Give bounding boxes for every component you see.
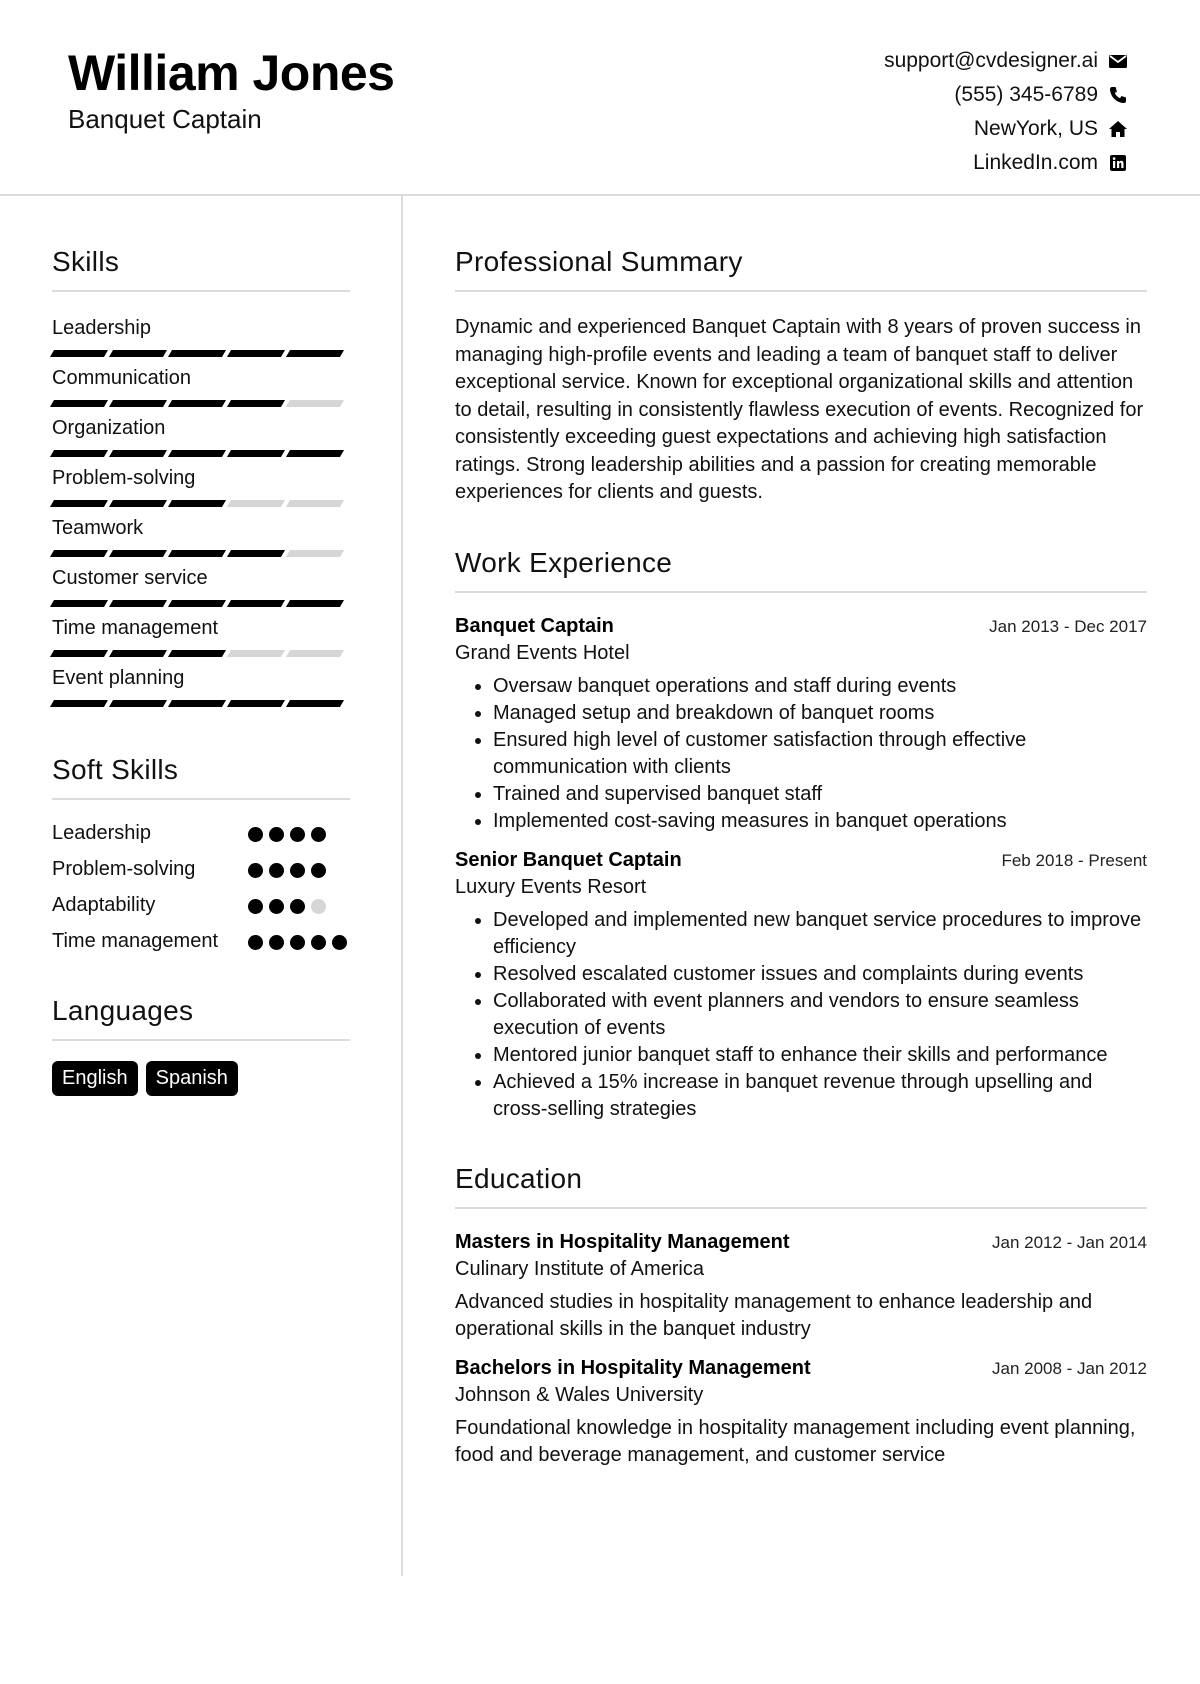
phone-icon — [1108, 85, 1128, 105]
job-header — [455, 615, 1147, 638]
skill-level-bar — [52, 500, 350, 507]
skill-level-segment — [50, 350, 108, 357]
job-bullet: • Developed and implemented new banquet service procedures to improve efficiency — [493, 907, 1147, 961]
education-school: Johnson & Wales University — [455, 1383, 704, 1406]
skill-level-segment — [109, 350, 167, 357]
skill-level-segment — [286, 450, 344, 457]
skill-level-bar — [52, 550, 350, 557]
education-degree: Masters in Hospitality Management — [455, 1230, 790, 1253]
skill-name: Time management — [52, 617, 218, 639]
rating-dot — [311, 935, 326, 950]
education-list — [455, 1231, 1147, 1469]
contact-email-text[interactable]: support@cvdesigner.ai — [884, 49, 1098, 72]
skill-level-segment — [286, 350, 344, 357]
skill-item — [52, 564, 350, 614]
soft-skill-rating — [248, 827, 326, 842]
education-degree: Bachelors in Hospitality Management — [455, 1356, 811, 1379]
summary-text: Dynamic and experienced Banquet Captain with 8 years of proven success in managing high-profile events and leading a team of banquet staff to deliver exceptional service. Known for exceptional organizational skills and attention to detail, resulting in consistently flawless execution of events. Recognized for consistently exceeding guest expectations and achieving high satisfaction ratings. Strong leadership abilities and a passion for creating memorable experiences for clients and guests. — [455, 316, 1144, 503]
contact-location-text: NewYork, US — [973, 117, 1098, 140]
linkedin-icon — [1108, 153, 1128, 173]
skill-level-segment — [168, 600, 226, 607]
rating-dot — [269, 827, 284, 842]
rating-dot — [311, 899, 326, 914]
skills-list — [52, 314, 350, 714]
job-entry — [455, 615, 1147, 835]
job-bullet: • Resolved escalated customer issues and complaints during events — [493, 961, 1147, 988]
education-entry — [455, 1357, 1147, 1469]
job-bullet: • Trained and supervised banquet staff — [493, 781, 1147, 808]
skill-level-segment — [109, 550, 167, 557]
contact-location — [884, 112, 1128, 146]
rating-dot — [248, 935, 263, 950]
skill-level-segment — [109, 650, 167, 657]
skill-level-segment — [50, 400, 108, 407]
skill-item — [52, 314, 350, 364]
skill-name: Communication — [52, 367, 191, 389]
skill-name: Organization — [52, 417, 166, 439]
skills-heading: Skills — [52, 246, 350, 292]
skill-level-segment — [286, 650, 344, 657]
skill-level-bar — [52, 600, 350, 607]
education-header — [455, 1357, 1147, 1380]
left-column — [52, 246, 350, 1096]
job-bullet: • Managed setup and breakdown of banquet rooms — [493, 700, 1147, 727]
contact-phone-text[interactable]: (555) 345-6789 — [954, 83, 1098, 106]
experience-heading: Work Experience — [455, 547, 1147, 593]
job-bullet: • Collaborated with event planners and vendors to ensure seamless execution of events — [493, 988, 1147, 1042]
job-company: Luxury Events Resort — [455, 875, 647, 898]
contact-info — [884, 44, 1128, 180]
soft-skill-item — [52, 892, 350, 919]
skill-level-segment — [286, 400, 344, 407]
skill-level-segment — [50, 700, 108, 707]
skill-level-segment — [50, 550, 108, 557]
skill-name: Leadership — [52, 317, 151, 339]
skill-level-segment — [168, 450, 226, 457]
soft-skill-item — [52, 856, 350, 883]
contact-linkedin-text[interactable]: LinkedIn.com — [973, 151, 1098, 174]
resume-header — [0, 0, 1200, 196]
rating-dot — [269, 899, 284, 914]
rating-dot — [290, 899, 305, 914]
soft-skill-rating — [248, 863, 326, 878]
skill-level-segment — [227, 350, 285, 357]
skill-name: Event planning — [52, 667, 185, 689]
skill-level-segment — [109, 700, 167, 707]
languages-heading: Languages — [52, 995, 350, 1041]
skill-level-segment — [50, 500, 108, 507]
skill-level-bar — [52, 700, 350, 707]
skill-level-segment — [50, 650, 108, 657]
job-title: Banquet Captain — [455, 614, 614, 637]
skill-level-segment — [50, 600, 108, 607]
skill-level-segment — [168, 500, 226, 507]
education-description: Foundational knowledge in hospitality management including event planning, food and beverage management, and customer service — [455, 1416, 1136, 1466]
rating-dot — [311, 827, 326, 842]
right-column — [455, 246, 1147, 1469]
skill-level-segment — [168, 350, 226, 357]
soft-skill-item — [52, 928, 350, 955]
skill-level-segment — [227, 400, 285, 407]
soft-skill-item — [52, 820, 350, 847]
rating-dot — [248, 863, 263, 878]
rating-dot — [311, 863, 326, 878]
experience-list — [455, 615, 1147, 1123]
skill-level-segment — [168, 400, 226, 407]
soft-skill-name: Adaptability — [52, 894, 156, 916]
rating-dot — [269, 863, 284, 878]
candidate-title: Banquet Captain — [68, 104, 262, 134]
skill-level-segment — [286, 500, 344, 507]
home-icon — [1108, 119, 1128, 139]
skill-item — [52, 414, 350, 464]
candidate-name: William Jones — [68, 45, 395, 101]
skill-item — [52, 364, 350, 414]
contact-email[interactable] — [884, 44, 1128, 78]
skill-item — [52, 464, 350, 514]
soft-skills-heading: Soft Skills — [52, 754, 350, 800]
rating-dot — [290, 935, 305, 950]
education-school: Culinary Institute of America — [455, 1257, 704, 1280]
skill-level-segment — [109, 500, 167, 507]
job-dates: Jan 2013 - Dec 2017 — [989, 616, 1147, 636]
skill-item — [52, 664, 350, 714]
job-company: Grand Events Hotel — [455, 641, 630, 664]
job-header — [455, 849, 1147, 872]
contact-phone[interactable] — [884, 78, 1128, 112]
skill-level-segment — [168, 550, 226, 557]
soft-skill-name: Leadership — [52, 822, 151, 844]
job-bullet: • Mentored junior banquet staff to enhance their skills and performance — [493, 1042, 1147, 1069]
job-bullets — [455, 907, 1147, 1123]
skill-level-bar — [52, 650, 350, 657]
summary-heading: Professional Summary — [455, 246, 1147, 292]
job-dates: Feb 2018 - Present — [1001, 850, 1147, 870]
job-bullet: • Oversaw banquet operations and staff during events — [493, 673, 1147, 700]
rating-dot — [248, 827, 263, 842]
skill-name: Customer service — [52, 567, 208, 589]
skill-level-segment — [286, 700, 344, 707]
rating-dot — [290, 827, 305, 842]
skill-level-segment — [109, 450, 167, 457]
skill-level-bar — [52, 400, 350, 407]
skill-level-segment — [227, 700, 285, 707]
job-bullet: • Implemented cost-saving measures in banquet operations — [493, 808, 1147, 835]
education-entry — [455, 1231, 1147, 1343]
education-description: Advanced studies in hospitality management to enhance leadership and operational skills in the banquet industry — [455, 1290, 1093, 1340]
skill-level-segment — [227, 550, 285, 557]
rating-dot — [269, 935, 284, 950]
job-title: Senior Banquet Captain — [455, 848, 682, 871]
education-dates: Jan 2012 - Jan 2014 — [991, 1232, 1147, 1252]
language-tag: English — [52, 1061, 138, 1096]
rating-dot — [332, 935, 347, 950]
job-bullet: • Achieved a 15% increase in banquet revenue through upselling and cross-selling strategies — [493, 1069, 1147, 1123]
skill-level-segment — [109, 600, 167, 607]
skill-name: Problem-solving — [52, 467, 196, 489]
skill-level-segment — [227, 650, 285, 657]
soft-skill-name: Problem-solving — [52, 858, 196, 880]
skill-level-segment — [227, 500, 285, 507]
skill-level-segment — [168, 700, 226, 707]
job-bullet: • Ensured high level of customer satisfaction through effective communication with clients — [493, 727, 1147, 781]
skill-level-bar — [52, 450, 350, 457]
column-divider — [401, 196, 403, 1576]
soft-skill-name: Time management — [52, 930, 218, 952]
skill-name: Teamwork — [52, 517, 144, 539]
contact-linkedin[interactable] — [884, 146, 1128, 180]
envelope-icon — [1108, 51, 1128, 71]
rating-dot — [248, 899, 263, 914]
skill-level-segment — [227, 450, 285, 457]
job-bullets — [455, 673, 1147, 835]
skill-item — [52, 514, 350, 564]
rating-dot — [290, 863, 305, 878]
language-tag: Spanish — [146, 1061, 238, 1096]
education-heading: Education — [455, 1163, 1147, 1209]
soft-skill-rating — [248, 935, 347, 950]
skill-level-segment — [168, 650, 226, 657]
skill-item — [52, 614, 350, 664]
education-dates: Jan 2008 - Jan 2012 — [991, 1358, 1147, 1378]
skill-level-segment — [227, 600, 285, 607]
skill-level-segment — [50, 450, 108, 457]
skill-level-bar — [52, 350, 350, 357]
job-entry — [455, 849, 1147, 1123]
skill-level-segment — [286, 600, 344, 607]
skill-level-segment — [286, 550, 344, 557]
skill-level-segment — [109, 400, 167, 407]
languages-list — [52, 1061, 350, 1096]
soft-skill-rating — [248, 899, 326, 914]
education-header — [455, 1231, 1147, 1254]
soft-skills-list — [52, 820, 350, 955]
